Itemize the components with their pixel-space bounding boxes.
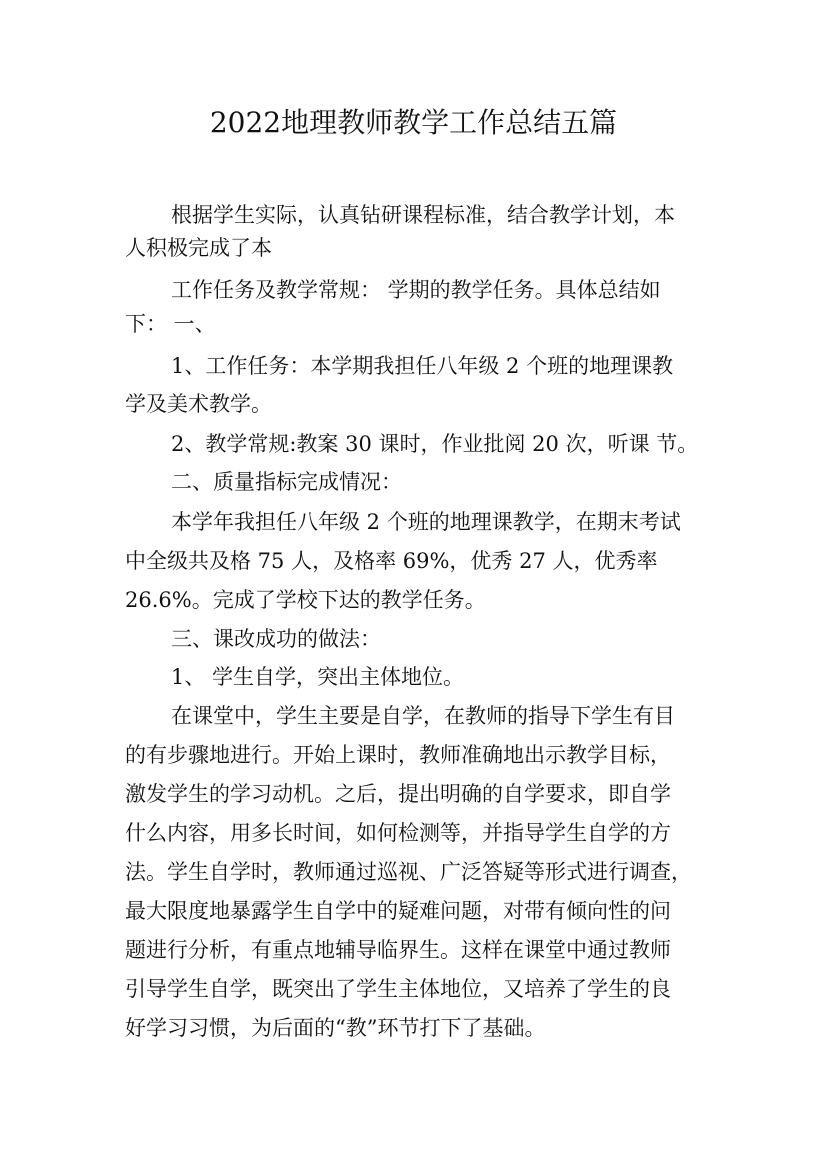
paragraph-line: 最大限度地暴露学生自学中的疑难问题，对带有倾向性的问 [125,899,671,923]
section-heading: 三、课改成功的做法： [171,627,381,651]
paragraph-line: 根据学生实际，认真钻研课程标准，结合教学计划，本 [171,203,675,227]
paragraph-line: 题进行分析，有重点地辅导临界生。这样在课堂中通过教师 [125,938,671,962]
paragraph-line: 1、 学生自学，突出主体地位。 [171,665,465,689]
paragraph-line: 好学习习惯，为后面的“教”环节打下了基础。 [125,1016,546,1040]
paragraph-line: 26.6%。完成了学校下达的教学任务。 [125,588,486,612]
paragraph-line: 中全级共及格 75 人，及格率 69%，优秀 27 人，优秀率 [125,549,658,573]
document-title: 2022地理教师教学工作总结五篇 [209,106,618,139]
paragraph-line: 的有步骤地进行。开始上课时，教师准确地出示教学目标， [125,743,671,767]
paragraph-line: 什么内容，用多长时间，如何检测等，并指导学生自学的方 [125,821,671,845]
paragraph-line: 2、教学常规:教案 30 课时，作业批阅 20 次，听课 节。 [171,432,699,456]
paragraph-line: 法。学生自学时，教师通过巡视、广泛答疑等形式进行调查， [125,860,692,884]
paragraph-line: 人积极完成了本 [125,236,272,260]
paragraph-line: 下： 一、 [125,312,216,336]
paragraph-line: 本学年我担任八年级 2 个班的地理课教学，在期末考试 [171,510,681,534]
paragraph-line: 工作任务及教学常规： 学期的教学任务。具体总结如 [171,278,661,302]
paragraph-line: 激发学生的学习动机。之后，提出明确的自学要求，即自学 [125,782,671,806]
paragraph-line: 引导学生自学，既突出了学生主体地位，又培养了学生的良 [125,977,671,1001]
paragraph-line: 学及美术教学。 [125,392,272,416]
paragraph-line: 在课堂中，学生主要是自学，在教师的指导下学生有目 [171,704,675,728]
paragraph-line: 1、工作任务：本学期我担任八年级 2 个班的地理课教 [171,354,674,378]
section-heading: 二、质量指标完成情况： [171,470,402,494]
